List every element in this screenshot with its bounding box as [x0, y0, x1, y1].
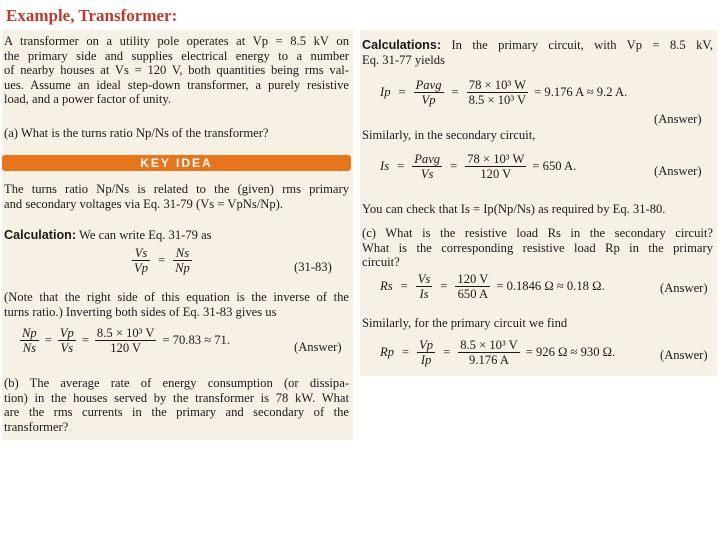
fraction-vs-is	[416, 272, 433, 301]
calculation-label: Calculation:	[4, 228, 77, 242]
equals-sign: =	[397, 159, 405, 174]
similarly-primary: Similarly, for the primary circuit we find	[362, 316, 568, 330]
result-value: = 9.176 A ≈ 9.2 A.	[534, 85, 628, 100]
part-c-line: circuit?	[362, 255, 400, 270]
calculation-intro	[4, 228, 349, 243]
part-b-line: tion) in the houses served by the transformer is 78 kW. What	[4, 390, 349, 405]
fraction-ns-np	[173, 246, 192, 275]
numerator: 78 × 10³ W	[467, 78, 529, 93]
key-idea-banner: KEY IDEA	[2, 155, 351, 171]
turns-ratio-equation	[20, 326, 230, 355]
numerator: Pavg	[415, 78, 442, 92]
problem-line: ues. Assume an ideal step-down transformer, a purely resistive	[4, 77, 349, 92]
fraction-vs-vp	[132, 246, 150, 275]
problem-line: A transformer on a utility pole operates at Vp = 8.5 kV on	[4, 34, 349, 48]
inverse-note	[4, 290, 349, 319]
result-value: = 70.83 ≈ 71.	[162, 333, 230, 348]
current-check: You can check that Is = Ip(Np/Ns) as required by Eq. 31-80.	[362, 202, 666, 216]
equals-sign: =	[451, 85, 459, 100]
secondary-resistance-equation	[380, 272, 605, 301]
equation-31-83	[132, 246, 192, 275]
fraction-pavg-vs	[412, 152, 442, 181]
key-idea-line: The turns ratio Np/Ns is related to the (given) rms primary	[4, 182, 349, 196]
numerator: Vs	[132, 246, 150, 261]
calculations-label: Calculations:	[362, 38, 442, 52]
part-b-question	[4, 376, 349, 434]
similarly-secondary: Similarly, in the secondary circuit,	[362, 128, 536, 142]
numerator: 120 V	[457, 272, 489, 286]
denominator: Np	[175, 261, 190, 275]
denominator: Is	[419, 287, 429, 301]
equation-tag: (31-83)	[294, 260, 332, 274]
denominator: 9.176 A	[469, 353, 509, 367]
denominator: 650 A	[457, 287, 489, 301]
result-value: = 0.1846 Ω ≈ 0.18 Ω.	[496, 279, 605, 294]
note-line: turns ratio.) Inverting both sides of Eq. 31-83 gives us	[4, 304, 277, 319]
lhs-symbol: Is	[380, 159, 390, 174]
fraction-vp-vs	[58, 326, 76, 355]
lhs-symbol: Rp	[380, 345, 394, 360]
numerator: 8.5 × 10³ V	[460, 338, 518, 352]
denominator: Vp	[134, 261, 148, 275]
key-idea-text	[4, 182, 349, 211]
fraction-values	[465, 152, 526, 181]
part-b-line: (b) The average rate of energy consumption (or dissipa-	[4, 376, 349, 390]
part-b-line: are the rms currents in the primary and secondary of the	[4, 405, 349, 420]
key-idea-line: and secondary voltages via Eq. 31-79 (Vs = VpNs/Np).	[4, 196, 283, 211]
part-c-line: What is the corresponding resistive load Rp in the primary	[362, 240, 713, 255]
calculations-intro	[362, 38, 713, 67]
denominator: 120 V	[480, 167, 512, 181]
numerator: 8.5 × 10³ V	[96, 326, 155, 340]
answer-tag: (Answer)	[294, 340, 342, 354]
equals-sign: =	[440, 279, 448, 294]
part-b-line: transformer?	[4, 419, 69, 434]
equals-sign: =	[402, 345, 410, 360]
problem-line: the primary side and supplies electrical energy to a number	[4, 48, 349, 63]
equals-sign: =	[450, 159, 458, 174]
primary-current-equation	[380, 78, 627, 107]
fraction-vp-ip	[417, 338, 435, 367]
fraction-np-ns	[20, 326, 39, 355]
equals-sign: =	[443, 345, 451, 360]
equals-sign: =	[44, 333, 52, 348]
answer-tag: (Answer)	[660, 348, 708, 362]
note-line: (Note that the right side of this equation is the inverse of the	[4, 290, 349, 304]
fraction-values	[467, 78, 529, 107]
calc-text: Eq. 31-77 yields	[362, 52, 445, 67]
numerator: Pavg	[414, 152, 441, 166]
part-c-question	[362, 226, 713, 270]
answer-tag: (Answer)	[654, 164, 702, 178]
fraction-pavg-vp	[414, 78, 444, 107]
result-value: = 926 Ω ≈ 930 Ω.	[525, 345, 616, 360]
calculation-text: We can write Eq. 31-79 as	[79, 228, 212, 242]
fraction-values	[455, 272, 490, 301]
result-value: = 650 A.	[532, 159, 577, 174]
answer-tag: (Answer)	[660, 281, 708, 295]
lhs-symbol: Rs	[380, 279, 393, 294]
answer-tag: (Answer)	[654, 112, 702, 126]
problem-line: of nearby houses at Vs = 120 V, both quantities being rms val-	[4, 63, 349, 78]
denominator: Vs	[60, 341, 74, 355]
right-textbook-panel	[360, 30, 717, 376]
left-textbook-panel	[2, 30, 353, 440]
primary-resistance-equation	[380, 338, 615, 367]
denominator: 8.5 × 10³ V	[468, 93, 527, 107]
numerator: Vs	[417, 272, 431, 286]
problem-statement	[4, 34, 349, 107]
equals-sign: =	[158, 253, 166, 268]
problem-line: load, and a power factor of unity.	[4, 92, 172, 107]
denominator: Vs	[420, 167, 434, 181]
denominator: Ns	[22, 341, 36, 355]
numerator: 78 × 10³ W	[467, 152, 525, 166]
part-a-question: (a) What is the turns ratio Np/Ns of the transformer?	[4, 126, 269, 140]
lhs-symbol: Ip	[380, 85, 391, 100]
denominator: Ip	[420, 353, 432, 367]
numerator: Vp	[419, 338, 434, 352]
slide-title: Example, Transformer:	[6, 6, 178, 25]
numerator: Np	[22, 326, 37, 340]
equals-sign: =	[400, 279, 408, 294]
denominator: 120 V	[110, 341, 142, 355]
fraction-values	[458, 338, 520, 367]
calc-text: In the primary circuit, with Vp = 8.5 kV,	[451, 38, 714, 52]
part-c-line: (c) What is the resistive load Rs in the secondary circuit?	[362, 226, 713, 240]
numerator: Vp	[59, 326, 74, 340]
secondary-current-equation	[380, 152, 576, 181]
equals-sign: =	[81, 333, 89, 348]
equals-sign: =	[398, 85, 406, 100]
numerator: Ns	[173, 246, 192, 261]
fraction-values	[95, 326, 157, 355]
denominator: Vp	[421, 93, 436, 107]
